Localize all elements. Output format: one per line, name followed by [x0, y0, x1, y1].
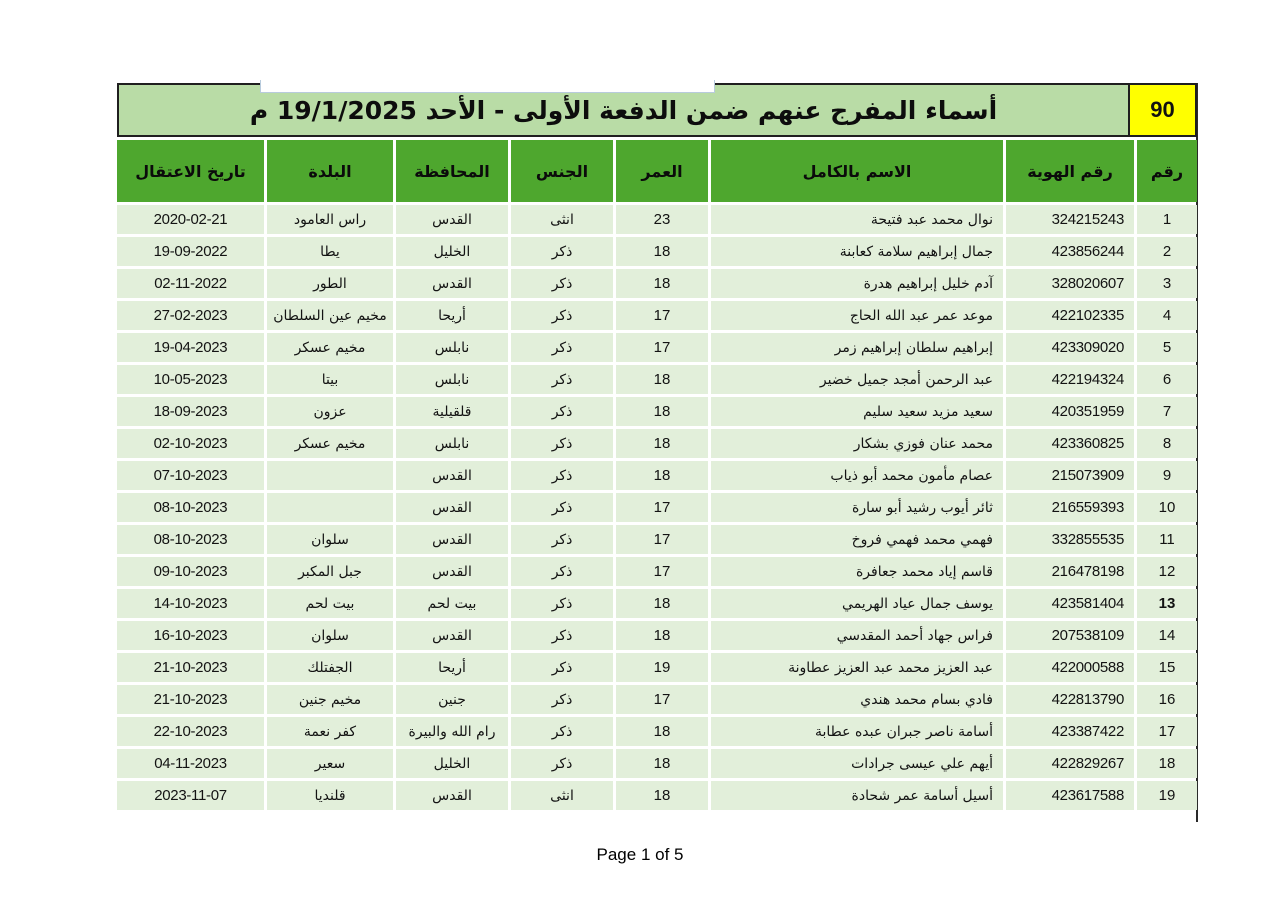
cell-id: 423360825	[1006, 429, 1134, 458]
cell-age: 17	[616, 301, 708, 330]
cell-age: 18	[616, 269, 708, 298]
cell-gender: ذكر	[511, 749, 613, 778]
header-arrest-date: تاريخ الاعتقال	[117, 140, 264, 202]
cell-gender: ذكر	[511, 365, 613, 394]
table-row	[117, 525, 1197, 554]
table-row	[117, 621, 1197, 650]
cell-name: نوال محمد عبد فتيحة	[711, 205, 1003, 234]
cell-name: إبراهيم سلطان إبراهيم زمر	[711, 333, 1003, 362]
cell-governorate: أريحا	[396, 301, 508, 330]
cell-id: 423581404	[1006, 589, 1134, 618]
cell-governorate: القدس	[396, 781, 508, 810]
cell-no: 12	[1137, 557, 1197, 586]
cell-gender: انثى	[511, 781, 613, 810]
table-header	[117, 140, 1197, 202]
cell-gender: ذكر	[511, 269, 613, 298]
cell-name: جمال إبراهيم سلامة كعابنة	[711, 237, 1003, 266]
table-row	[117, 429, 1197, 458]
header-row	[117, 140, 1197, 202]
cell-arrest-date: 10-05-2023	[117, 365, 264, 394]
blank-overlay-strip	[260, 80, 715, 93]
table-row	[117, 205, 1197, 234]
cell-arrest-date: 08-10-2023	[117, 525, 264, 554]
table-row	[117, 237, 1197, 266]
cell-name: محمد عنان فوزي بشكار	[711, 429, 1003, 458]
table-row	[117, 397, 1197, 426]
cell-arrest-date: 07-10-2023	[117, 461, 264, 490]
cell-no: 16	[1137, 685, 1197, 714]
cell-governorate: القدس	[396, 557, 508, 586]
cell-no: 15	[1137, 653, 1197, 682]
cell-gender: ذكر	[511, 301, 613, 330]
cell-name: فادي بسام محمد هندي	[711, 685, 1003, 714]
table-row	[117, 685, 1197, 714]
cell-arrest-date: 21-10-2023	[117, 653, 264, 682]
cell-town: قلنديا	[267, 781, 393, 810]
header-no: رقم	[1137, 140, 1197, 202]
cell-gender: ذكر	[511, 525, 613, 554]
cell-no: 5	[1137, 333, 1197, 362]
cell-id: 422829267	[1006, 749, 1134, 778]
cell-governorate: أريحا	[396, 653, 508, 682]
cell-id: 423617588	[1006, 781, 1134, 810]
cell-no: 18	[1137, 749, 1197, 778]
cell-gender: ذكر	[511, 333, 613, 362]
cell-governorate: القدس	[396, 621, 508, 650]
table-row	[117, 301, 1197, 330]
cell-arrest-date: 02-10-2023	[117, 429, 264, 458]
cell-id: 332855535	[1006, 525, 1134, 554]
cell-gender: ذكر	[511, 685, 613, 714]
cell-id: 423309020	[1006, 333, 1134, 362]
cell-name: أيهم علي عيسى جرادات	[711, 749, 1003, 778]
cell-name: فهمي محمد فهمي فروخ	[711, 525, 1003, 554]
cell-arrest-date: 22-10-2023	[117, 717, 264, 746]
cell-name: فراس جهاد أحمد المقدسي	[711, 621, 1003, 650]
cell-name: موعد عمر عبد الله الحاج	[711, 301, 1003, 330]
cell-id: 422194324	[1006, 365, 1134, 394]
cell-gender: ذكر	[511, 621, 613, 650]
cell-town: سعير	[267, 749, 393, 778]
cell-age: 17	[616, 493, 708, 522]
cell-id: 423856244	[1006, 237, 1134, 266]
cell-age: 18	[616, 365, 708, 394]
cell-governorate: نابلس	[396, 333, 508, 362]
cell-age: 17	[616, 333, 708, 362]
cell-name: يوسف جمال عياد الهريمي	[711, 589, 1003, 618]
cell-name: آدم خليل إبراهيم هدرة	[711, 269, 1003, 298]
cell-age: 17	[616, 525, 708, 554]
cell-town: مخيم عسكر	[267, 333, 393, 362]
cell-age: 18	[616, 461, 708, 490]
cell-town: مخيم عين السلطان	[267, 301, 393, 330]
page-title: أسماء المفرج عنهم ضمن الدفعة الأولى - الأحد 19/1/2025 م	[249, 95, 998, 125]
cell-arrest-date: 18-09-2023	[117, 397, 264, 426]
cell-arrest-date: 2020-02-21	[117, 205, 264, 234]
released-count-badge: 90	[1128, 85, 1195, 135]
cell-id: 422000588	[1006, 653, 1134, 682]
table-body	[117, 205, 1197, 810]
cell-id: 324215243	[1006, 205, 1134, 234]
cell-arrest-date: 08-10-2023	[117, 493, 264, 522]
cell-id: 422813790	[1006, 685, 1134, 714]
cell-governorate: القدس	[396, 269, 508, 298]
page-number-footer: Page 1 of 5	[596, 845, 684, 864]
cell-arrest-date: 14-10-2023	[117, 589, 264, 618]
table-row	[117, 557, 1197, 586]
cell-arrest-date: 09-10-2023	[117, 557, 264, 586]
cell-town: راس العامود	[267, 205, 393, 234]
cell-arrest-date: 19-04-2023	[117, 333, 264, 362]
cell-name: قاسم إياد محمد جعافرة	[711, 557, 1003, 586]
header-age: العمر	[616, 140, 708, 202]
header-governorate: المحافظة	[396, 140, 508, 202]
cell-id: 216478198	[1006, 557, 1134, 586]
table-row	[117, 461, 1197, 490]
cell-no: 13	[1137, 589, 1197, 618]
cell-town: مخيم جنين	[267, 685, 393, 714]
cell-governorate: قلقيلية	[396, 397, 508, 426]
cell-age: 18	[616, 717, 708, 746]
cell-gender: ذكر	[511, 237, 613, 266]
table-row	[117, 493, 1197, 522]
cell-town: جبل المكبر	[267, 557, 393, 586]
cell-no: 11	[1137, 525, 1197, 554]
cell-no: 9	[1137, 461, 1197, 490]
cell-age: 23	[616, 205, 708, 234]
cell-name: سعيد مزيد سعيد سليم	[711, 397, 1003, 426]
cell-no: 19	[1137, 781, 1197, 810]
cell-governorate: نابلس	[396, 429, 508, 458]
cell-town	[267, 461, 393, 490]
cell-name: عبد العزيز محمد عبد العزيز عطاونة	[711, 653, 1003, 682]
cell-governorate: القدس	[396, 493, 508, 522]
table-row	[117, 717, 1197, 746]
table-row	[117, 365, 1197, 394]
cell-no: 8	[1137, 429, 1197, 458]
header-id: رقم الهوية	[1006, 140, 1134, 202]
cell-id: 207538109	[1006, 621, 1134, 650]
cell-arrest-date: 04-11-2023	[117, 749, 264, 778]
cell-id: 423387422	[1006, 717, 1134, 746]
cell-town: كفر نعمة	[267, 717, 393, 746]
cell-arrest-date: 2023-11-07	[117, 781, 264, 810]
cell-age: 17	[616, 685, 708, 714]
cell-gender: ذكر	[511, 557, 613, 586]
cell-id: 216559393	[1006, 493, 1134, 522]
cell-governorate: رام الله والبيرة	[396, 717, 508, 746]
cell-town: بيت لحم	[267, 589, 393, 618]
cell-town: الجفتلك	[267, 653, 393, 682]
released-persons-table	[114, 137, 1200, 813]
cell-no: 1	[1137, 205, 1197, 234]
cell-no: 17	[1137, 717, 1197, 746]
cell-gender: ذكر	[511, 493, 613, 522]
cell-no: 7	[1137, 397, 1197, 426]
cell-arrest-date: 19-09-2022	[117, 237, 264, 266]
cell-governorate: الخليل	[396, 749, 508, 778]
table-row	[117, 749, 1197, 778]
cell-name: أسامة ناصر جبران عبده عطابة	[711, 717, 1003, 746]
cell-id: 215073909	[1006, 461, 1134, 490]
table-row	[117, 589, 1197, 618]
cell-age: 18	[616, 749, 708, 778]
header-town: البلدة	[267, 140, 393, 202]
cell-town: يطا	[267, 237, 393, 266]
cell-governorate: الخليل	[396, 237, 508, 266]
cell-governorate: نابلس	[396, 365, 508, 394]
cell-gender: ذكر	[511, 429, 613, 458]
header-gender: الجنس	[511, 140, 613, 202]
cell-governorate: جنين	[396, 685, 508, 714]
cell-arrest-date: 27-02-2023	[117, 301, 264, 330]
cell-arrest-date: 16-10-2023	[117, 621, 264, 650]
cell-name: أسيل أسامة عمر شحادة	[711, 781, 1003, 810]
cell-no: 6	[1137, 365, 1197, 394]
cell-governorate: القدس	[396, 461, 508, 490]
cell-id: 420351959	[1006, 397, 1134, 426]
cell-town: سلوان	[267, 525, 393, 554]
cell-governorate: القدس	[396, 525, 508, 554]
cell-age: 18	[616, 589, 708, 618]
cell-no: 4	[1137, 301, 1197, 330]
cell-gender: انثى	[511, 205, 613, 234]
cell-arrest-date: 21-10-2023	[117, 685, 264, 714]
cell-governorate: بيت لحم	[396, 589, 508, 618]
table-row	[117, 653, 1197, 682]
cell-id: 422102335	[1006, 301, 1134, 330]
cell-no: 3	[1137, 269, 1197, 298]
cell-town	[267, 493, 393, 522]
cell-age: 17	[616, 557, 708, 586]
cell-town: الطور	[267, 269, 393, 298]
cell-no: 2	[1137, 237, 1197, 266]
cell-town: بيتا	[267, 365, 393, 394]
table-row	[117, 781, 1197, 810]
cell-age: 19	[616, 653, 708, 682]
cell-age: 18	[616, 621, 708, 650]
cell-no: 10	[1137, 493, 1197, 522]
cell-gender: ذكر	[511, 397, 613, 426]
cell-town: مخيم عسكر	[267, 429, 393, 458]
cell-gender: ذكر	[511, 589, 613, 618]
cell-gender: ذكر	[511, 653, 613, 682]
cell-gender: ذكر	[511, 717, 613, 746]
cell-age: 18	[616, 781, 708, 810]
cell-name: عبد الرحمن أمجد جميل خضير	[711, 365, 1003, 394]
cell-name: عصام مأمون محمد أبو ذياب	[711, 461, 1003, 490]
cell-town: عزون	[267, 397, 393, 426]
cell-gender: ذكر	[511, 461, 613, 490]
cell-age: 18	[616, 429, 708, 458]
table-row	[117, 333, 1197, 362]
cell-age: 18	[616, 397, 708, 426]
cell-town: سلوان	[267, 621, 393, 650]
cell-age: 18	[616, 237, 708, 266]
cell-name: ثائر أيوب رشيد أبو سارة	[711, 493, 1003, 522]
table-row	[117, 269, 1197, 298]
cell-governorate: القدس	[396, 205, 508, 234]
cell-id: 328020607	[1006, 269, 1134, 298]
cell-arrest-date: 02-11-2022	[117, 269, 264, 298]
cell-no: 14	[1137, 621, 1197, 650]
header-name: الاسم بالكامل	[711, 140, 1003, 202]
